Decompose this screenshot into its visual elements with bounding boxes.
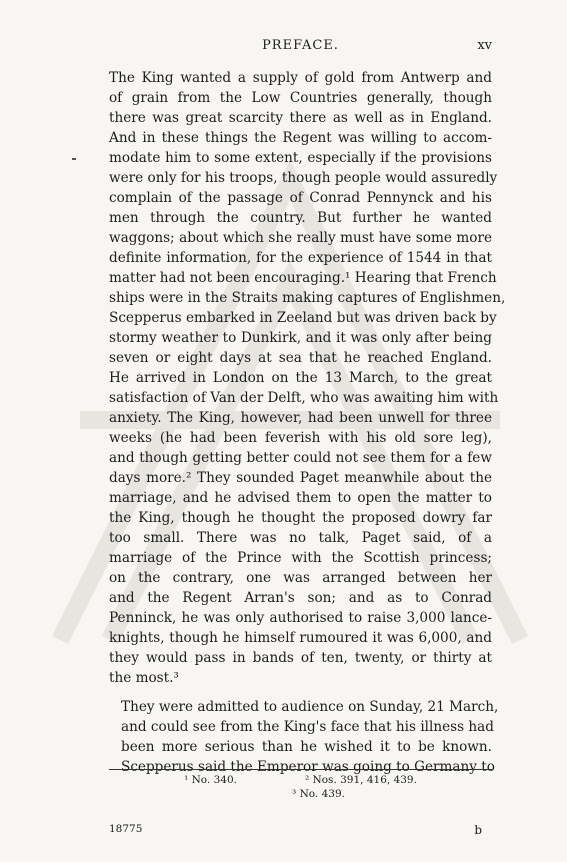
text-line: of grain from the Low Countries generally, though xyxy=(109,90,492,106)
text-line: men through the country. But further he wanted xyxy=(109,210,492,226)
page-header xyxy=(109,38,492,56)
text-line: weeks (he had been feverish with his old sore leg), xyxy=(109,430,492,446)
page-number: xv xyxy=(477,38,492,53)
printer-signature-number: 18775 xyxy=(109,823,143,835)
running-title: PREFACE. xyxy=(262,38,339,53)
text-line: the King, though he thought the proposed dowry far xyxy=(109,510,492,526)
paragraph-2 xyxy=(109,697,499,777)
text-line: and the Regent Arran's son; and as to Conrad xyxy=(109,590,492,606)
gathering-signature: b xyxy=(474,823,482,837)
text-line: And in these things the Regent was willing to accom- xyxy=(109,130,492,146)
footnote-1: ¹ No. 340. xyxy=(184,774,237,786)
text-line: knights, though he himself rumoured it was 6,000, and xyxy=(109,630,492,646)
footnote-row xyxy=(109,773,492,787)
text-line: He arrived in London on the 13 March, to the great xyxy=(109,370,492,386)
body-text xyxy=(109,68,506,777)
text-line: the most.³ xyxy=(109,670,179,686)
text-line: been more serious than he wished it to be known. xyxy=(121,739,492,755)
text-line: on the contrary, one was arranged between her xyxy=(109,570,492,586)
text-line: satisfaction of Van der Delft, who was awaiting him with xyxy=(109,390,499,406)
text-line: definite information, for the experience of 1544 in that xyxy=(109,250,492,266)
stray-ink-mark xyxy=(72,158,76,160)
text-line: They were admitted to audience on Sunday, 21 March, xyxy=(121,699,499,715)
text-line: anxiety. The King, however, had been unwell for three xyxy=(109,410,492,426)
text-line: were only for his troops, though people would assuredly xyxy=(109,170,498,186)
footnote-3: ³ No. 439. xyxy=(292,788,345,800)
text-line: The King wanted a supply of gold from Antwerp and xyxy=(109,70,492,86)
text-line: marriage of the Prince with the Scottish princess; xyxy=(109,550,492,566)
text-line: Penninck, he was only authorised to raise 3,000 lance- xyxy=(109,610,492,626)
text-line: ships were in the Straits making captures of Englishmen, xyxy=(109,290,506,306)
footnotes xyxy=(109,773,492,801)
text-line: stormy weather to Dunkirk, and it was only after being xyxy=(109,330,492,346)
paragraph-1 xyxy=(109,68,506,688)
text-line: seven or eight days at sea that he reached England. xyxy=(109,350,492,366)
text-line: complain of the passage of Conrad Pennynck and his xyxy=(109,190,492,206)
text-line: marriage, and he advised them to open the matter to xyxy=(109,490,492,506)
text-line: waggons; about which she really must have some more xyxy=(109,230,492,246)
text-line: matter had not been encouraging.¹ Hearing that French xyxy=(109,270,497,286)
text-line: there was great scarcity there as well as in England. xyxy=(109,110,492,126)
text-line: they would pass in bands of ten, twenty, or thirty at xyxy=(109,650,492,666)
footnote-2: ² Nos. 391, 416, 439. xyxy=(305,774,417,786)
text-line: modate him to some extent, especially if the provisions xyxy=(109,150,492,166)
text-line: days more.² They sounded Paget meanwhile about the xyxy=(109,470,492,486)
page-footer xyxy=(109,823,492,839)
footnote-rule xyxy=(109,769,492,770)
text-line: Scepperus embarked in Zeeland but was driven back by xyxy=(109,310,497,326)
text-line: and could see from the King's face that his illness had xyxy=(121,719,494,735)
text-line: too small. There was no talk, Paget said, of a xyxy=(109,530,492,546)
text-line: and though getting better could not see them for a few xyxy=(109,450,492,466)
text-line: Scepperus said the Emperor was going to Germany to xyxy=(121,759,495,775)
